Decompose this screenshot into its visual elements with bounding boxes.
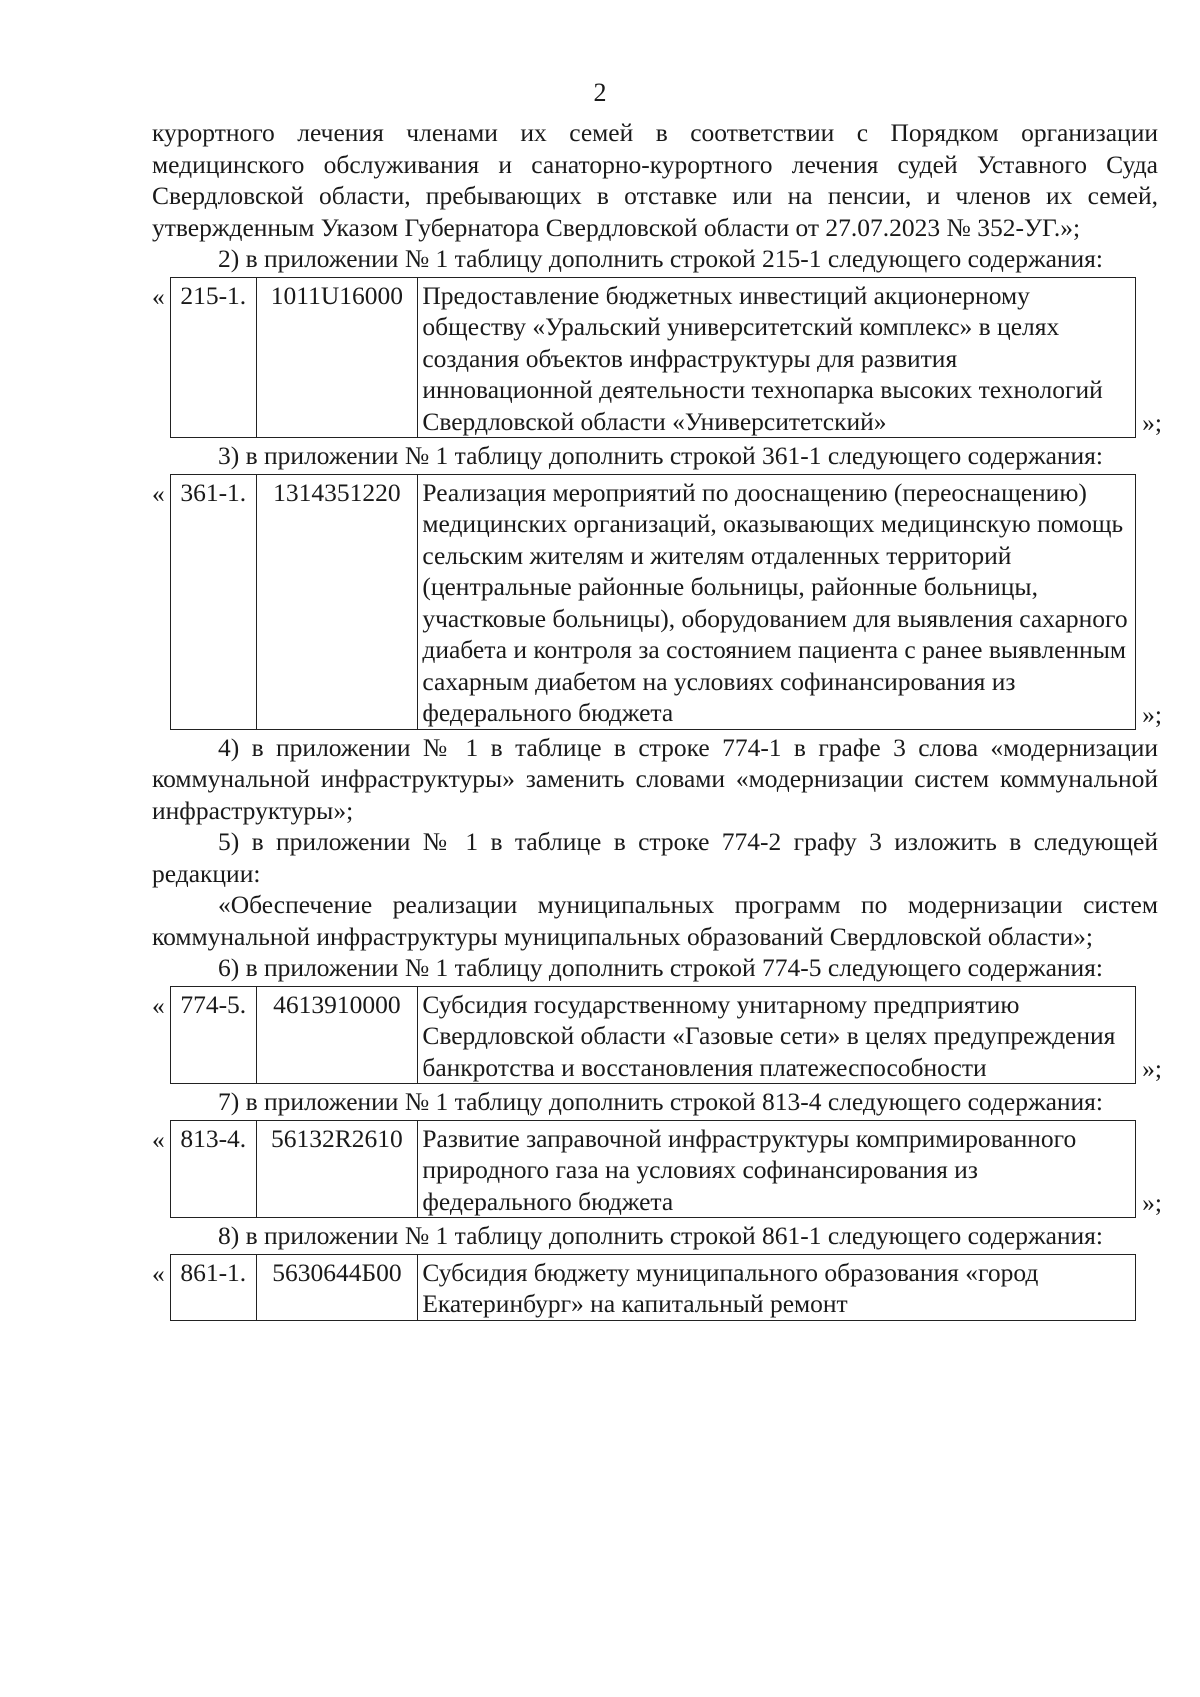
row-number: 774-5. (171, 986, 257, 1084)
row-text: Развитие заправочной инфраструктуры компримированного природного газа на условиях софинансирования из федерального бюджета (418, 1120, 1136, 1218)
item-7-paragraph: 7) в приложении № 1 таблицу дополнить строкой 813-4 следующего содержания: (218, 1087, 1103, 1116)
row-number: 813-4. (171, 1120, 257, 1218)
insert-table (170, 474, 1136, 730)
table-row-813-4 (152, 1120, 1162, 1219)
close-quote: »; (1142, 408, 1162, 437)
row-code: 1011U16000 (256, 277, 418, 438)
open-quote: « (152, 1258, 165, 1288)
insert-table (170, 277, 1136, 439)
row-code: 4613910000 (256, 986, 418, 1084)
open-quote: « (152, 1124, 165, 1154)
insert-table (170, 1120, 1136, 1219)
item-2-paragraph: 2) в приложении № 1 таблицу дополнить строкой 215-1 следующего содержания: (218, 244, 1103, 273)
document-body (152, 117, 1162, 1323)
row-text: Реализация мероприятий по дооснащению (переоснащению) медицинских организаций, оказывающих медицинскую помощь сельским жителям и жителям отдаленных территорий (центральные районные больницы, районные больницы, участковые больницы), оборудованием для выявления сахарного диабета и контроля за состоянием пациента с ранее выявленным сахарным диабетом на условиях софинансирования из федерального бюджета (418, 474, 1136, 729)
table-row-361-1 (152, 474, 1162, 730)
row-code: 5630644Б00 (256, 1254, 418, 1320)
table-row-861-1 (152, 1254, 1158, 1321)
row-text: Субсидия бюджету муниципального образования «город Екатеринбург» на капитальный ремонт (418, 1254, 1136, 1320)
row-code: 1314351220 (256, 474, 418, 729)
row-number: 361-1. (171, 474, 257, 729)
row-code: 56132R2610 (256, 1120, 418, 1218)
item-4-paragraph: 4) в приложении № 1 в таблице в строке 774-1 в графе 3 слова «модернизации коммунальной инфраструктуры» заменить словами «модернизации систем коммунальной инфраструктуры»; (152, 732, 1158, 825)
open-quote: « (152, 990, 165, 1020)
close-quote: »; (1142, 699, 1162, 729)
insert-table (170, 1254, 1136, 1321)
item-5-paragraph: 5) в приложении № 1 в таблице в строке 774-2 графу 3 изложить в следующей редакции: (152, 827, 1158, 888)
open-quote: « (152, 478, 165, 508)
insert-table (170, 986, 1136, 1085)
table-row-215-1 (152, 277, 1162, 439)
intro-paragraph: курортного лечения членами их семей в соответствии с Порядком организации медицинского обслуживания и санаторно-курортного лечения судей Уставного Суда Свердловской области, пребывающих в отставке или на пенсии, и членов их семей, утвержденным Указом Губернатора Свердловской области от 27.07.2023 № 352-УГ.»; (152, 118, 1158, 242)
item-6-paragraph: 6) в приложении № 1 таблицу дополнить строкой 774-5 следующего содержания: (218, 953, 1103, 982)
row-number: 215-1. (171, 277, 257, 438)
row-text: Субсидия государственному унитарному предприятию Свердловской области «Газовые сети» в целях предупреждения банкротства и восстановления платежеспособности (418, 986, 1136, 1084)
item-3-paragraph: 3) в приложении № 1 таблицу дополнить строкой 361-1 следующего содержания: (218, 441, 1103, 470)
page-number: 2 (593, 78, 607, 107)
item-5-quote: «Обеспечение реализации муниципальных программ по модернизации систем коммунальной инфраструктуры муниципальных образований Свердловской области»; (152, 890, 1158, 951)
close-quote: »; (1142, 1188, 1162, 1217)
table-row-774-5 (152, 986, 1162, 1085)
open-quote: « (152, 281, 165, 311)
item-8-paragraph: 8) в приложении № 1 таблицу дополнить строкой 861-1 следующего содержания: (218, 1221, 1103, 1250)
close-quote: »; (1142, 1054, 1162, 1083)
row-number: 861-1. (171, 1254, 257, 1320)
row-text: Предоставление бюджетных инвестиций акционерному обществу «Уральский университетский комплекс» в целях создания объектов инфраструктуры для развития инновационной деятельности технопарка высоких технологий Свердловской области «Университетский» (418, 277, 1136, 438)
